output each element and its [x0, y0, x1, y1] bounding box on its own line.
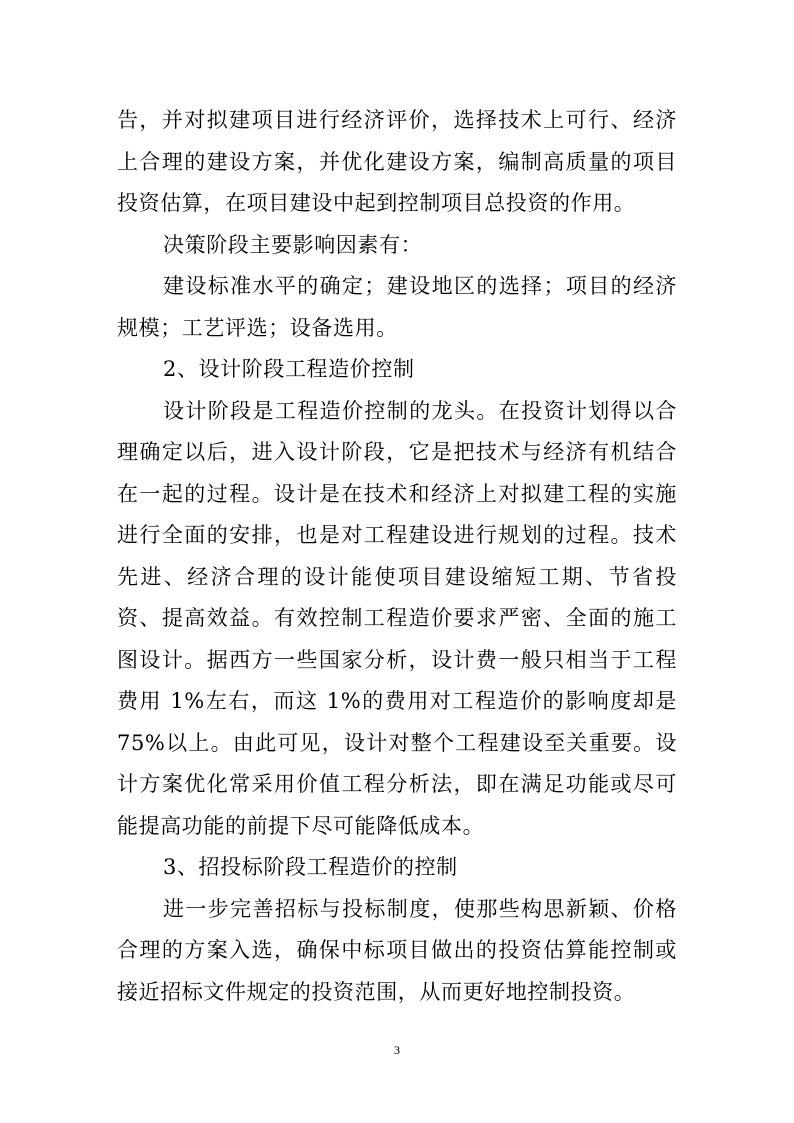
page-number: 3	[394, 1043, 400, 1057]
section-heading-design-stage: 2、设计阶段工程造价控制	[163, 357, 415, 381]
paragraph-decision-factors-intro: 决策阶段主要影响因素有：	[163, 232, 423, 257]
section-heading-bidding-stage: 3、招投标阶段工程造价的控制	[163, 855, 458, 879]
paragraph-continuation: 告，并对拟建项目进行经济评价，选择技术上可行、经济上合理的建设方案，并优化建设方案，编制高质量的项目投资估算，在项目建设中起到控制项目总投资的作用。	[117, 108, 677, 215]
paragraph-bidding-stage: 进一步完善招标与投标制度，使那些构思新颖、价格合理的方案入选，确保中标项目做出的投资估算能控制或接近招标文件规定的投资范围，从而更好地控制投资。	[117, 896, 677, 1004]
paragraph-decision-factors: 建设标准水平的确定；建设地区的选择；项目的经济规模；工艺评选；设备选用。	[117, 274, 677, 340]
body-text	[117, 100, 677, 1013]
paragraph-design-stage: 设计阶段是工程造价控制的龙头。在投资计划得以合理确定以后，进入设计阶段，它是把技术与经济有机结合在一起的过程。设计是在技术和经济上对拟建工程的实施进行全面的安排，也是对工程建设进行规划的过程。技术先进、经济合理的设计能使项目建设缩短工期、节省投资、提高效益。有效控制工程造价要求严密、全面的施工图设计。据西方一些国家分析，设计费一般只相当于工程费用 1%左右，而这 1%的费用对工程造价的影响度却是 75%以上。由此可见，设计对整个工程建设至关重要。设计方案优化常采用价值工程分析法，即在满足功能或尽可能提高功能的前提下尽可能降低成本。	[117, 398, 677, 838]
